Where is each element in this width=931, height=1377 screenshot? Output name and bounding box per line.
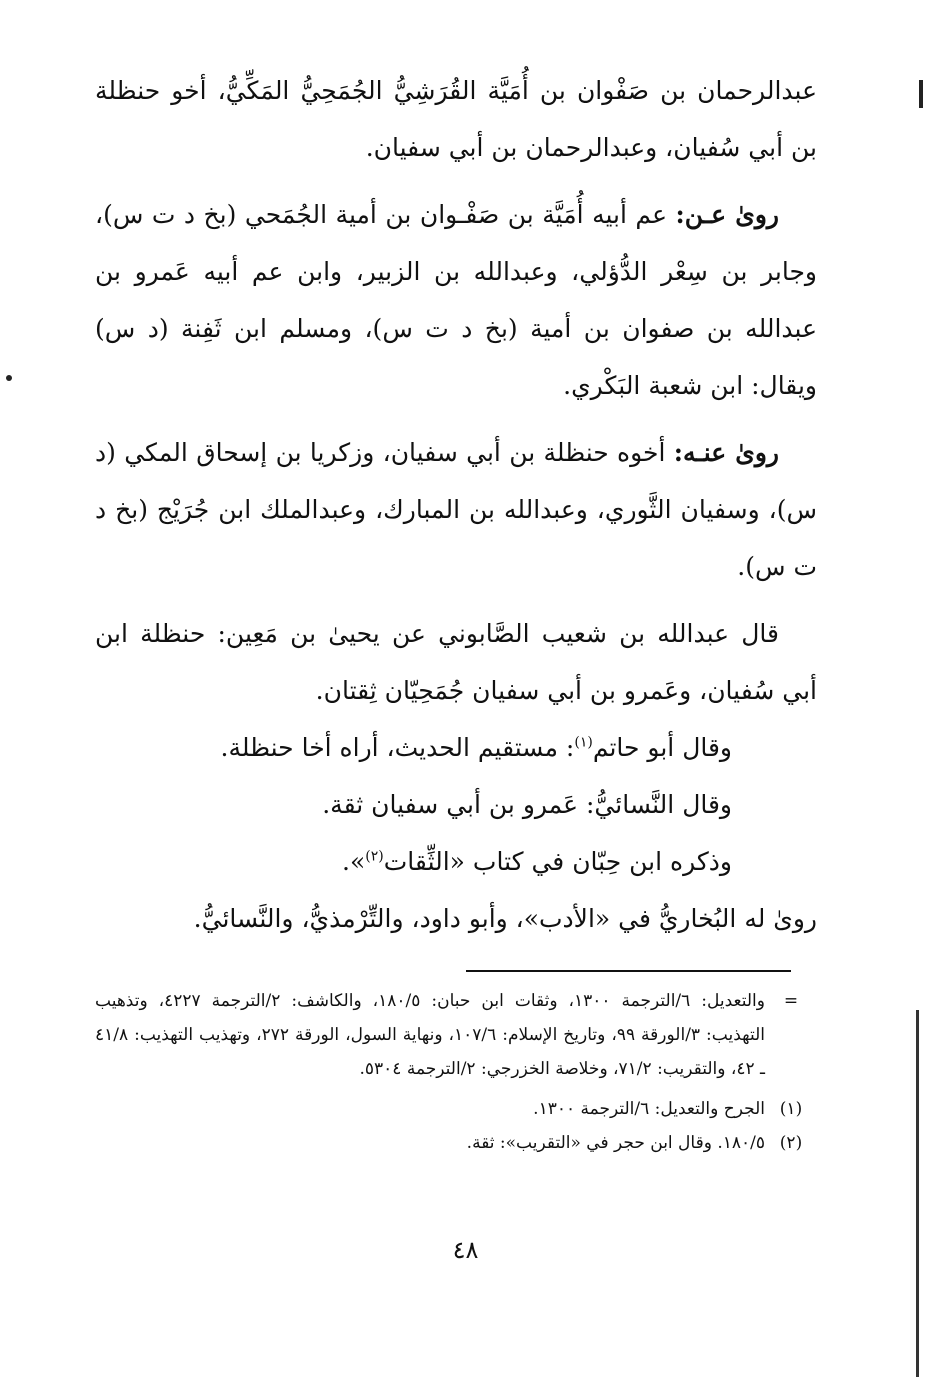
footnote-marker: (٢) (779, 1133, 803, 1153)
page-number: ٤٨ (452, 1236, 479, 1264)
quote-abu-hatim (95, 719, 817, 776)
scan-edge-mark (919, 80, 923, 108)
footnote-ref-1[interactable]: (١) (574, 734, 593, 751)
footnote-item (95, 1092, 817, 1126)
footnote-continuation-text: والتعديل: ٦/الترجمة ١٣٠٠، وثقات ابن حبان: ١٨٠/٥، والكاشف: ٢/الترجمة ٤٢٢٧، وتذهيب التهذيب: ٣/الورقة ٩٩، وتاريخ الإسلام: ١٠٧/٦، ونهاية السول، الورقة ٢٧٢، وتهذيب التهذيب: ٤١/٨ ـ ٤٢، والتقريب: ٧١/٢، وخلاصة الخزرجي: ٢/الترجمة ٥٣٠٤. (95, 991, 765, 1079)
quote-nasai: وقال النَّسائيُّ: عَمرو بن أبي سفيان ثقة. (322, 790, 732, 819)
biography-intro (95, 62, 817, 176)
narrated-from-label: روىٰ عـن: (675, 200, 779, 229)
footnote-marker: (١) (779, 1099, 803, 1119)
intro-line-1: عبدالرحمان بن صَفْوان بن أُمَيَّة القُرَشِيُّ الجُمَحِيُّ المَكِّيُّ، أخو (171, 76, 817, 105)
scan-dot (6, 375, 12, 381)
footnotes-section (95, 984, 817, 1160)
narrated-by-label: روىٰ عنـه: (673, 438, 779, 467)
scan-edge-line (916, 1010, 919, 1377)
footnote-text: الجرح والتعديل: ٦/الترجمة ١٣٠٠. (533, 1099, 765, 1119)
narrated-for-him: روىٰ له البُخاريُّ في «الأدب»، وأبو داود، والتِّرْمذيُّ، والنَّسائيُّ. (193, 904, 817, 933)
footnote-ref-2[interactable]: (٢) (365, 848, 384, 865)
quote-abu-hatim-text: وقال أبو حاتم (592, 733, 732, 762)
footnote-continuation-marker: = (783, 991, 799, 1011)
narrated-from-text: عم أبيه أُمَيَّة بن صَفْـوان بن أمية الجُمَحي (بخ د ت س)، وجابر بن سِعْر الدُّؤلي، وعبدالله بن الزبير، وابن عم أبيه عَمرو بن عبدالله بن صفوان بن أمية (بخ د ت س)، ومسلم ابن ثَفِنة (د س) ويقال: ابن شعبة البَكْري. (95, 200, 817, 400)
quote-abu-hatim-rest: : مستقيم الحديث، أراه أخا حنظلة. (220, 733, 575, 762)
quote-ibn-maeen: قال عبدالله بن شعيب الصَّابوني عن يحيىٰ بن مَعِين: حنظلة ابن أبي سُفيان، وعَمرو بن أبي سفيان جُمَحِيّان ثِقتان. (95, 619, 817, 705)
narrated-by-text: أخوه حنظلة بن أبي سفيان، وزكريا بن إسحاق المكي (د س)، وسفيان الثَّوري، وعبدالله بن المبارك، وعبدالملك ابن جُرَيْج (بخ د ت س). (95, 438, 817, 581)
quote-ibn-hibban (95, 833, 817, 890)
footnote-divider (466, 970, 791, 972)
narrated-by-paragraph (95, 424, 817, 595)
footnote-text: ١٨٠/٥. وقال ابن حجر في «التقريب»: ثقة. (466, 1133, 765, 1153)
footnote-continuation (95, 984, 817, 1086)
quote-ibn-hibban-text: وذكره ابن حِبّان في كتاب «الثِّقات (383, 847, 732, 876)
intro-line-2: حنظلة بن أبي سُفيان، وعبدالرحمان بن أبي سفيان. (95, 76, 817, 162)
footnote-item (95, 1126, 817, 1160)
quote-ibn-hibban-rest: ». (342, 847, 366, 876)
main-text (95, 62, 817, 947)
narrated-from-paragraph (95, 186, 817, 414)
